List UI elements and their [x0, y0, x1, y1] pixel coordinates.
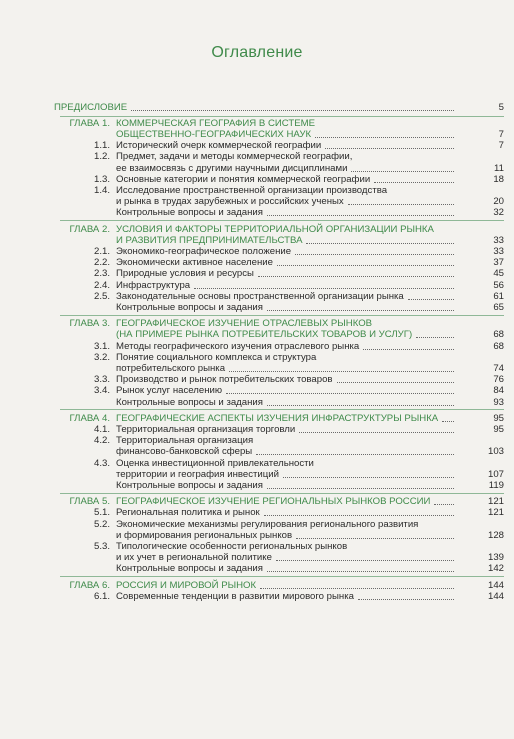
dot-leader	[256, 454, 454, 455]
entry-line	[116, 469, 458, 480]
entry-number: 3.3.	[93, 374, 110, 386]
entry-line-inner	[116, 424, 458, 435]
entry-line-inner	[116, 363, 458, 374]
dot-leader	[315, 137, 454, 138]
entry-text: Контрольные вопросы и задания	[116, 479, 263, 491]
entry-text: ОБЩЕСТВЕННО-ГЕОГРАФИЧЕСКИХ НАУК	[116, 128, 312, 140]
entry-number: 6.1.	[93, 590, 110, 602]
entry-text: Инфраструктура	[116, 279, 191, 291]
page-number: 76	[493, 374, 504, 386]
entry-line	[116, 174, 458, 185]
entry-number: ГЛАВА 2.	[69, 223, 110, 235]
entry-line-inner	[116, 268, 458, 279]
dot-leader	[295, 254, 454, 255]
entry-line-inner	[116, 519, 458, 530]
dot-leader	[267, 310, 454, 311]
page-number: 61	[493, 290, 504, 302]
entry-text: Контрольные вопросы и задания	[116, 563, 263, 575]
dot-leader	[348, 204, 454, 205]
entry-line-inner	[116, 185, 458, 196]
dot-leader	[226, 393, 454, 394]
dot-leader	[337, 382, 454, 383]
entry-number: ГЛАВА 4.	[69, 412, 110, 424]
section-divider	[60, 315, 504, 316]
entry-text: Современные тенденции в развитии мирового рынка	[116, 590, 354, 602]
entry-number: 2.5.	[93, 290, 110, 302]
entry-line-inner	[116, 235, 458, 246]
page-number: 107	[487, 468, 504, 480]
entry-line	[116, 129, 458, 140]
page-number: 144	[487, 590, 504, 602]
entry-line-inner	[116, 374, 458, 385]
dot-leader	[277, 265, 454, 266]
entry-text: ГЕОГРАФИЧЕСКОЕ ИЗУЧЕНИЕ ОТРАСЛЕВЫХ РЫНКОВ	[116, 318, 373, 330]
entry-text: и формирования региональных рынков	[116, 529, 293, 541]
entry-line-inner	[116, 151, 458, 162]
page-number: 68	[493, 329, 504, 341]
entry-line-inner	[116, 302, 458, 313]
entry-number: 3.4.	[93, 385, 110, 397]
dot-leader	[267, 488, 454, 489]
entry-line	[54, 102, 458, 113]
section-divider	[60, 116, 504, 117]
entry-number: 5.2.	[93, 518, 110, 530]
entry-text: Методы географического изучения отраслевого рынка	[116, 340, 360, 352]
page-number: 95	[493, 423, 504, 435]
entry-line	[116, 318, 458, 329]
entry-text: Понятие социального комплекса и структура	[116, 351, 317, 363]
entry-line-inner	[116, 196, 458, 207]
entry-line	[116, 374, 458, 385]
entry-line-inner	[116, 469, 458, 480]
dot-leader	[363, 349, 454, 350]
entry-text: (НА ПРИМЕРЕ РЫНКА ПОТРЕБИТЕЛЬСКИХ ТОВАРОВ И УСЛУГ)	[116, 329, 413, 341]
entry-text: Природные условия и ресурсы	[116, 268, 254, 280]
entry-line	[116, 424, 458, 435]
section-divider	[60, 220, 504, 221]
entry-line-inner	[116, 530, 458, 541]
entry-line	[116, 480, 458, 491]
entry-line-inner	[116, 174, 458, 185]
page-number: 68	[493, 340, 504, 352]
entry-line	[116, 185, 458, 196]
dot-leader	[325, 148, 454, 149]
page-number: 33	[493, 234, 504, 246]
dot-leader	[276, 560, 454, 561]
entry-text: финансово-банковской сферы	[116, 446, 253, 458]
page-number: 7	[498, 128, 504, 140]
entry-text: И РАЗВИТИЯ ПРЕДПРИНИМАТЕЛЬСТВА	[116, 234, 303, 246]
entry-number: 5.1.	[93, 507, 110, 519]
entry-line	[116, 151, 458, 162]
section-divider	[60, 576, 504, 577]
page-number: 121	[487, 507, 504, 519]
dot-leader	[416, 337, 454, 338]
entry-line-inner	[116, 496, 458, 507]
entry-line-inner	[116, 413, 458, 424]
entry-line-inner	[116, 563, 458, 574]
entry-line	[116, 580, 458, 591]
entry-line-inner	[116, 352, 458, 363]
entry-number: 1.1.	[93, 140, 110, 152]
entry-line	[116, 435, 458, 446]
dot-leader	[267, 571, 454, 572]
entry-line	[116, 563, 458, 574]
dot-leader	[299, 432, 454, 433]
entry-line-inner	[116, 140, 458, 151]
entry-line	[116, 163, 458, 174]
entry-line	[116, 530, 458, 541]
page-number: 33	[493, 245, 504, 257]
page-number: 93	[493, 396, 504, 408]
entry-line-inner	[116, 257, 458, 268]
page-number: 37	[493, 257, 504, 269]
page-number: 18	[493, 173, 504, 185]
entry-text: Экономические механизмы регулирования регионального развития	[116, 518, 419, 530]
entry-line	[116, 302, 458, 313]
page-number: 95	[493, 412, 504, 424]
entry-text: Экономически активное население	[116, 257, 273, 269]
entry-line-inner	[116, 224, 458, 235]
page-number: 103	[487, 446, 504, 458]
entry-line	[116, 118, 458, 129]
entry-line	[116, 291, 458, 302]
entry-line-inner	[116, 280, 458, 291]
page-number: 20	[493, 196, 504, 208]
entry-line-inner	[116, 591, 458, 602]
entry-line	[116, 329, 458, 340]
entry-line-inner	[116, 129, 458, 140]
entry-line	[116, 446, 458, 457]
entry-line-inner	[116, 318, 458, 329]
entry-text: и рынка в трудах зарубежных и российских ученых	[116, 196, 344, 208]
entry-line	[116, 224, 458, 235]
entry-line-inner	[54, 102, 458, 113]
entry-line-inner	[116, 341, 458, 352]
entry-line	[116, 507, 458, 518]
entry-text: Основные категории и понятия коммерческой географии	[116, 173, 371, 185]
page-number: 56	[493, 279, 504, 291]
entry-line-inner	[116, 163, 458, 174]
dot-leader	[374, 182, 454, 183]
entry-text: Типологические особенности региональных рынков	[116, 540, 348, 552]
page-number: 121	[487, 496, 504, 508]
entry-line	[116, 196, 458, 207]
entry-number: 3.2.	[93, 351, 110, 363]
entry-text: территории и география инвестиций	[116, 468, 280, 480]
entry-line-inner	[116, 385, 458, 396]
page-number: 128	[487, 529, 504, 541]
entry-text: потребительского рынка	[116, 362, 226, 374]
dot-leader	[194, 288, 454, 289]
entry-number: 4.2.	[93, 435, 110, 447]
entry-number: 4.3.	[93, 457, 110, 469]
dot-leader	[267, 405, 454, 406]
entry-line	[116, 591, 458, 602]
page-number: 65	[493, 301, 504, 313]
entry-text: ГЕОГРАФИЧЕСКОЕ ИЗУЧЕНИЕ РЕГИОНАЛЬНЫХ РЫНКОВ РОССИИ	[116, 496, 431, 508]
entry-text: Территориальная организация торговли	[116, 423, 296, 435]
entry-line	[116, 235, 458, 246]
entry-line	[116, 246, 458, 257]
entry-number: 2.4.	[93, 279, 110, 291]
dot-leader	[434, 504, 454, 505]
page-number: 119	[488, 479, 504, 491]
dot-leader	[283, 477, 454, 478]
entry-line-inner	[116, 552, 458, 563]
page-number: 84	[493, 385, 504, 397]
entry-text: Территориальная организация	[116, 435, 254, 447]
dot-leader	[258, 276, 454, 277]
entry-text: Предмет, задачи и методы коммерческой географии,	[116, 151, 353, 163]
entry-line	[116, 207, 458, 218]
entry-text: Контрольные вопросы и задания	[116, 301, 263, 313]
entry-line-inner	[116, 446, 458, 457]
entry-number: ГЛАВА 5.	[69, 496, 110, 508]
entry-number: 1.3.	[93, 173, 110, 185]
page-number: 74	[493, 362, 504, 374]
entry-text: и их учет в региональной политике	[116, 552, 272, 564]
entry-number: 1.2.	[93, 151, 110, 163]
dot-leader	[260, 588, 454, 589]
entry-number: 4.1.	[93, 423, 110, 435]
entry-text: Контрольные вопросы и задания	[116, 396, 263, 408]
entry-text: Рынок услуг населению	[116, 385, 223, 397]
entry-number: ГЛАВА 6.	[69, 579, 110, 591]
entry-text: ее взаимосвязь с другими научными дисциплинами	[116, 162, 348, 174]
entry-line	[116, 397, 458, 408]
section-divider	[60, 409, 504, 410]
entry-line	[116, 458, 458, 469]
entry-line-inner	[116, 507, 458, 518]
entry-text: Законодательные основы пространственной организации рынка	[116, 290, 404, 302]
dot-leader	[267, 215, 454, 216]
dot-leader	[408, 299, 454, 300]
entry-line	[116, 140, 458, 151]
entry-text: ГЕОГРАФИЧЕСКИЕ АСПЕКТЫ ИЗУЧЕНИЯ ИНФРАСТРУКТУРЫ РЫНКА	[116, 412, 439, 424]
entry-number: 3.1.	[93, 340, 110, 352]
dot-leader	[358, 599, 454, 600]
entry-line-inner	[116, 291, 458, 302]
entry-text: Оценка инвестиционной привлекательности	[116, 457, 314, 469]
entry-line	[116, 413, 458, 424]
page-number: 32	[493, 207, 504, 219]
entry-line	[116, 341, 458, 352]
entry-number: 2.1.	[93, 245, 110, 257]
entry-line	[116, 280, 458, 291]
entry-line-inner	[116, 329, 458, 340]
page-title: Оглавление	[211, 44, 303, 61]
entry-text: Исследование пространственной организации производства	[116, 184, 388, 196]
dot-leader	[442, 421, 454, 422]
entry-number: 1.4.	[93, 184, 110, 196]
entry-number: 2.3.	[93, 268, 110, 280]
entry-number: 5.3.	[93, 540, 110, 552]
entry-line-inner	[116, 207, 458, 218]
entry-number: 2.2.	[93, 257, 110, 269]
page-number: 142	[487, 563, 504, 575]
entry-line	[116, 352, 458, 363]
entry-line-inner	[116, 246, 458, 257]
dot-leader	[306, 243, 454, 244]
entry-text: Контрольные вопросы и задания	[116, 207, 263, 219]
dot-leader	[131, 110, 454, 111]
entry-line-inner	[116, 118, 458, 129]
entry-text: Исторический очерк коммерческой географии	[116, 140, 322, 152]
dot-leader	[351, 171, 454, 172]
entry-number: ГЛАВА 1.	[69, 117, 110, 129]
entry-line	[116, 268, 458, 279]
entry-line	[116, 552, 458, 563]
entry-text: ПРЕДИСЛОВИЕ	[54, 102, 128, 113]
entry-line	[116, 363, 458, 374]
entry-text: КОММЕРЧЕСКАЯ ГЕОГРАФИЯ В СИСТЕМЕ	[116, 117, 316, 129]
entry-number: ГЛАВА 3.	[69, 318, 110, 330]
page-number: 45	[493, 268, 504, 280]
entry-line-inner	[116, 435, 458, 446]
entry-line	[116, 519, 458, 530]
section-divider	[60, 493, 504, 494]
entry-text: Экономико-географическое положение	[116, 245, 292, 257]
entry-text: Производство и рынок потребительских товаров	[116, 374, 333, 386]
entry-line	[116, 541, 458, 552]
dot-leader	[229, 371, 454, 372]
entry-text: УСЛОВИЯ И ФАКТОРЫ ТЕРРИТОРИАЛЬНОЙ ОРГАНИЗАЦИИ РЫНКА	[116, 223, 434, 235]
entry-line-inner	[116, 397, 458, 408]
page-number: 139	[487, 552, 504, 564]
dot-leader	[264, 515, 454, 516]
entry-line-inner	[116, 541, 458, 552]
page-number: 7	[498, 140, 504, 152]
entry-line	[116, 385, 458, 396]
entry-line-inner	[116, 580, 458, 591]
entry-line-inner	[116, 458, 458, 469]
entry-text: Региональная политика и рынок	[116, 507, 260, 519]
page-number: 11	[494, 162, 504, 174]
entry-line-inner	[116, 480, 458, 491]
entry-text: РОССИЯ И МИРОВОЙ РЫНОК	[116, 579, 257, 591]
page-number: 144	[487, 579, 504, 591]
entry-line	[116, 257, 458, 268]
entry-line	[116, 496, 458, 507]
page-number: 5	[498, 102, 504, 113]
dot-leader	[296, 538, 454, 539]
